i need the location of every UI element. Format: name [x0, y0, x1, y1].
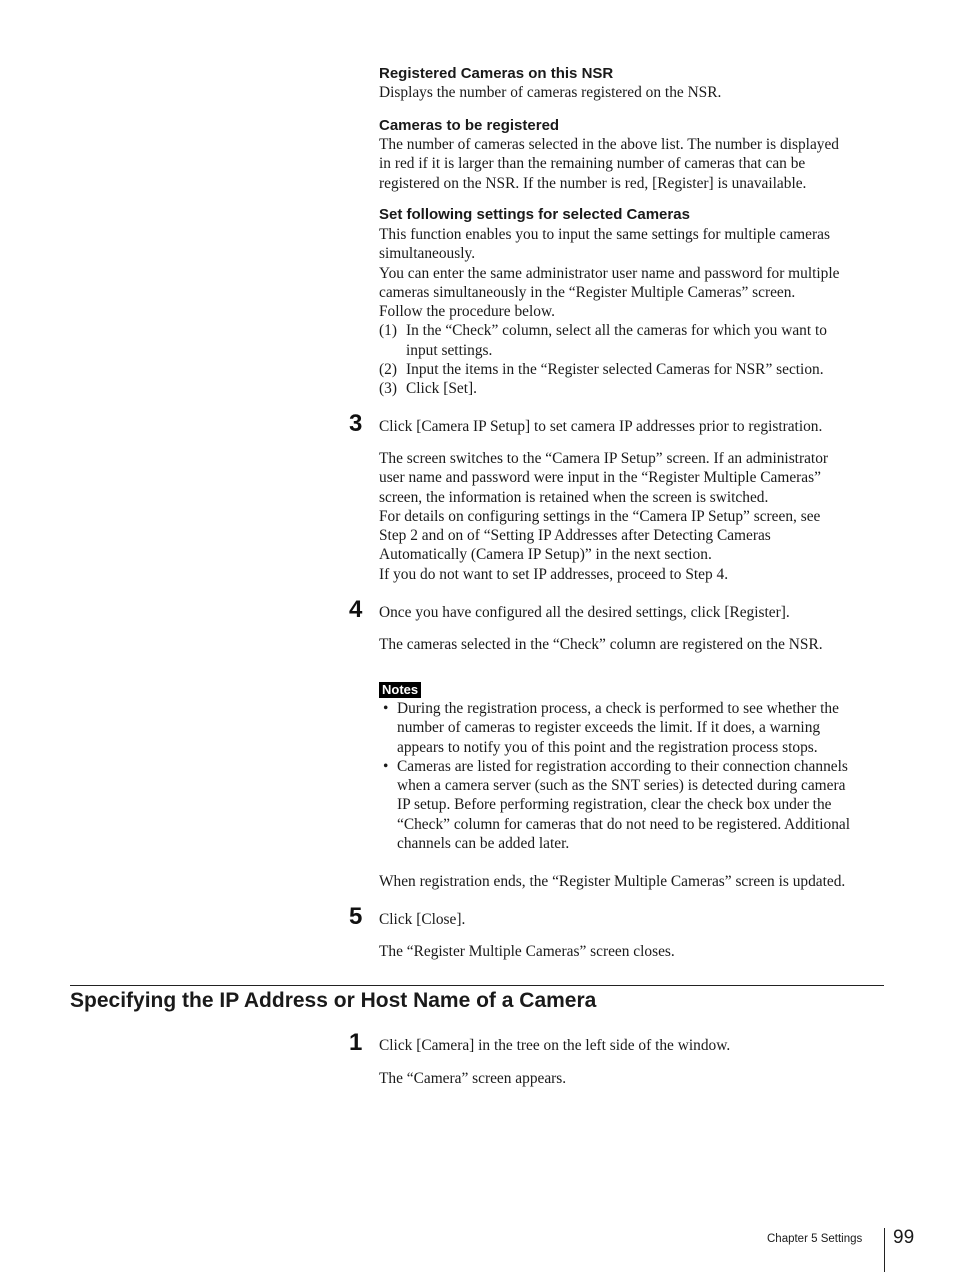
- text-line: If you do not want to set IP addresses, proceed to Step 4.: [379, 565, 729, 583]
- procedure-item: [379, 360, 884, 379]
- section-title: Specifying the IP Address or Host Name of a Camera: [70, 989, 597, 1012]
- step4-result: The cameras selected in the “Check” column are registered on the NSR.: [379, 636, 823, 653]
- text-line: simultaneously.: [379, 245, 476, 263]
- step-number-4: 4: [349, 596, 363, 623]
- section2-step1-result: The “Camera” screen appears.: [379, 1070, 567, 1087]
- registered-cameras-description: Displays the number of cameras registered on the NSR.: [379, 84, 722, 101]
- step-number-5: 5: [349, 903, 363, 930]
- cameras-to-be-registered-description: [379, 135, 884, 193]
- step3-instruction: Click [Camera IP Setup] to set camera IP addresses prior to registration.: [379, 418, 823, 435]
- section-divider: [70, 985, 884, 986]
- note-item: [379, 699, 884, 757]
- footer-divider: [884, 1228, 885, 1272]
- text-line: Cameras are listed for registration according to their connection channels: [397, 757, 848, 775]
- step3-details: [379, 449, 884, 584]
- text-line: number of cameras to register exceeds the limit. If it does, a warning: [397, 719, 821, 737]
- procedure-number: (2): [379, 361, 397, 379]
- heading-cameras-to-be-registered: Cameras to be registered: [379, 117, 560, 134]
- procedure-list: [379, 321, 884, 398]
- text-line: channels can be added later.: [397, 835, 570, 853]
- text-line: Automatically (Camera IP Setup)” in the next section.: [379, 546, 712, 564]
- step-number-3: 3: [349, 410, 363, 437]
- text-line: “Check” column for cameras that do not need to be registered. Additional: [397, 815, 851, 833]
- bullet-icon: •: [383, 757, 389, 775]
- bullet-icon: •: [383, 700, 389, 717]
- step5-result: The “Register Multiple Cameras” screen closes.: [379, 943, 675, 960]
- text-line: The number of cameras selected in the above list. The number is displayed: [379, 136, 840, 153]
- text-line: when a camera server (such as the SNT series) is detected during camera: [397, 777, 846, 795]
- text-line: Follow the procedure below.: [379, 303, 555, 321]
- text-line: IP setup. Before performing registration, clear the check box under the: [397, 796, 832, 814]
- note-item: [379, 757, 884, 853]
- heading-registered-cameras: Registered Cameras on this NSR: [379, 65, 614, 82]
- heading-set-following-settings: Set following settings for selected Cameras: [379, 206, 690, 223]
- step4-instruction: Once you have configured all the desired settings, click [Register].: [379, 604, 790, 621]
- text-line: appears to notify you of this point and the registration process stops.: [397, 738, 818, 756]
- procedure-item: [379, 321, 884, 360]
- page-number: 99: [893, 1227, 915, 1248]
- text-line: This function enables you to input the same settings for multiple cameras: [379, 226, 830, 243]
- text-line: user name and password were input in the “Register Multiple Cameras”: [379, 469, 821, 487]
- notes-badge: Notes: [379, 682, 421, 698]
- text-line: input settings.: [406, 341, 493, 359]
- text-line: During the registration process, a check is performed to see whether the: [397, 700, 839, 717]
- text-line: In the “Check” column, select all the cameras for which you want to: [406, 322, 827, 340]
- step5-instruction: Click [Close].: [379, 911, 466, 928]
- notes-list: [379, 699, 884, 853]
- text-line: cameras simultaneously in the “Register Multiple Cameras” screen.: [379, 283, 796, 301]
- text-line: Step 2 and on of “Setting IP Addresses after Detecting Cameras: [379, 527, 771, 545]
- text-line: You can enter the same administrator user name and password for multiple: [379, 264, 840, 282]
- text-line: in red if it is larger than the remaining number of cameras that can be: [379, 155, 806, 173]
- procedure-number: (1): [379, 322, 397, 340]
- step4-after: When registration ends, the “Register Multiple Cameras” screen is updated.: [379, 873, 846, 890]
- step-number-1: 1: [349, 1029, 363, 1056]
- procedure-item: [379, 379, 884, 398]
- set-following-settings-description: [379, 225, 884, 399]
- notes-badge-wrap: [379, 681, 421, 699]
- procedure-number: (3): [379, 380, 397, 398]
- text-line: registered on the NSR. If the number is red, [Register] is unavailable.: [379, 174, 807, 192]
- footer-chapter: Chapter 5 Settings: [767, 1233, 863, 1245]
- text-line: screen, the information is retained when the screen is switched.: [379, 488, 769, 506]
- text-line: Input the items in the “Register selected Cameras for NSR” section.: [406, 361, 824, 379]
- text-line: Click [Set].: [406, 380, 477, 398]
- text-line: The screen switches to the “Camera IP Setup” screen. If an administrator: [379, 450, 829, 467]
- text-line: For details on configuring settings in the “Camera IP Setup” screen, see: [379, 507, 821, 525]
- section2-step1-instruction: Click [Camera] in the tree on the left side of the window.: [379, 1037, 731, 1054]
